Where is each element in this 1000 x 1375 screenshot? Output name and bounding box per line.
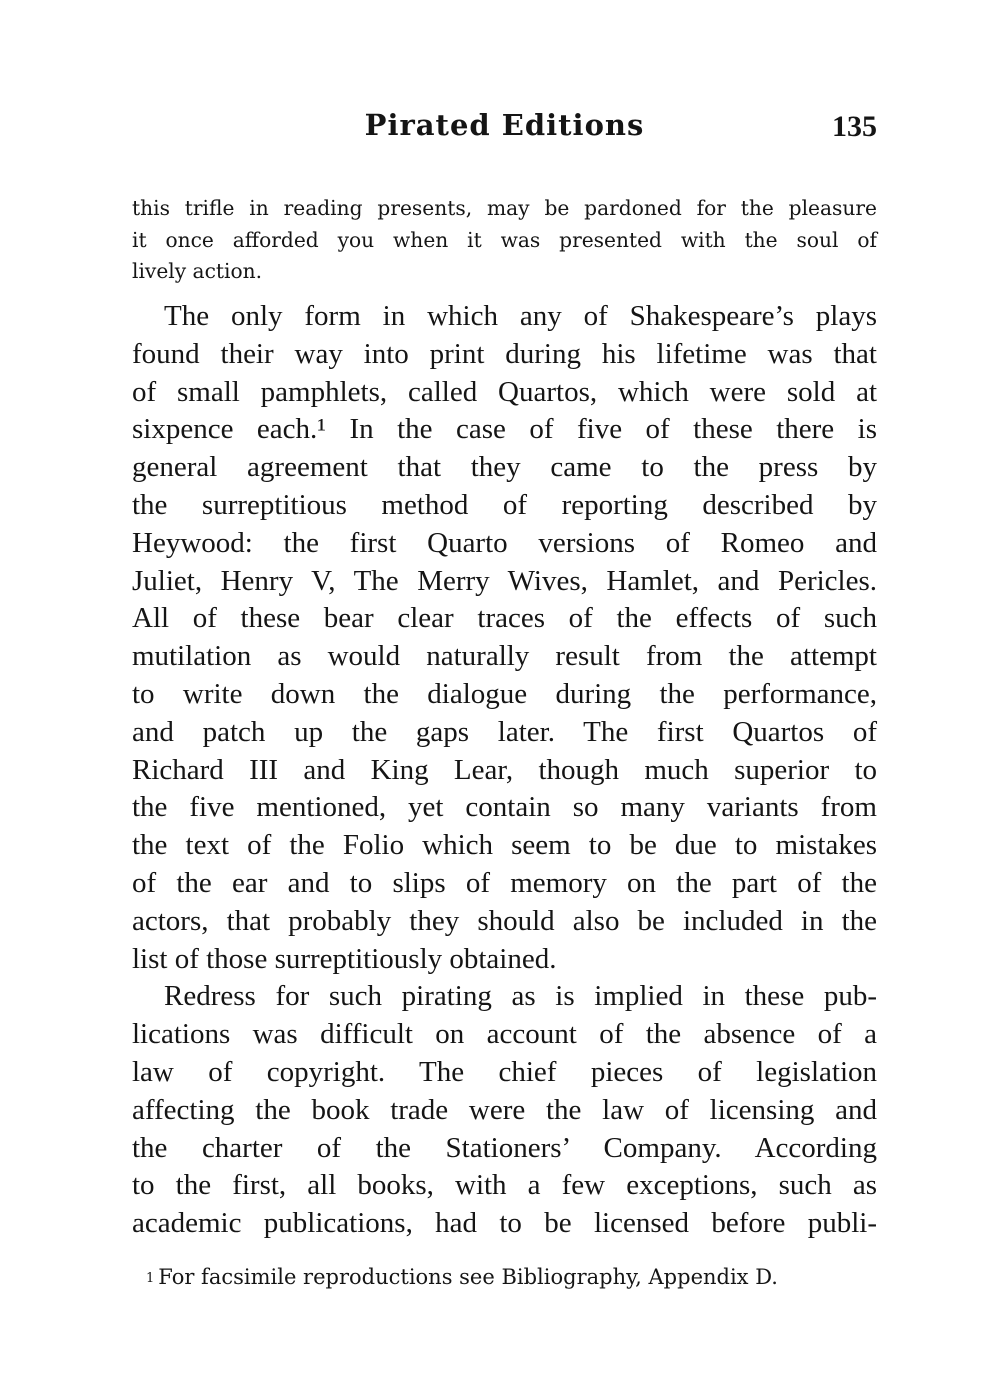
quote-line: this trifle in reading presents, may be pardoned for the pleasure <box>132 196 877 220</box>
paragraph-1-line: Juliet, Henry V, The Merry Wives, Hamlet, and Pericles. <box>132 564 877 597</box>
paragraph-1-line: Richard III and King Lear, though much superior to <box>132 753 877 786</box>
footnote-text: For facsimile reproductions see Bibliography, Appendix D. <box>158 1265 778 1289</box>
paragraph-2-line: Redress for such pirating as is implied in these pub- <box>164 980 877 1013</box>
body-text <box>132 298 877 1243</box>
paragraph-1-line: list of those surreptitiously obtained. <box>132 942 557 975</box>
paragraph-1-line: general agreement that they came to the press by <box>132 451 877 484</box>
paragraph-1-line: All of these bear clear traces of the effects of such <box>132 602 877 635</box>
paragraph-2-line: the charter of the Stationers’ Company. According <box>132 1131 877 1164</box>
paragraph-2-line: to the first, all books, with a few exceptions, such as <box>132 1169 877 1202</box>
paragraph-2-line: affecting the book trade were the law of licensing and <box>132 1093 877 1126</box>
paragraph-1-line: and patch up the gaps later. The first Quartos of <box>132 715 877 748</box>
paragraph-1-line: mutilation as would naturally result from the attempt <box>132 640 877 673</box>
paragraph-1-line: The only form in which any of Shakespeare’s plays <box>164 300 877 332</box>
paragraph-2-line: lications was difficult on account of the absence of a <box>132 1018 877 1051</box>
paragraph-1-line: the surreptitious method of reporting described by <box>132 488 877 521</box>
paragraph-2-line: academic publications, had to be licensed before publi- <box>132 1207 877 1240</box>
paragraph-1-line: Heywood: the first Quarto versions of Romeo and <box>132 526 877 559</box>
page-number: 135 <box>832 110 877 143</box>
paragraph-1-line: to write down the dialogue during the performance, <box>132 677 877 710</box>
page-header <box>132 108 877 158</box>
quote-line: lively action. <box>132 259 263 283</box>
quote-line: it once afforded you when it was presented with the soul of <box>132 227 877 252</box>
running-title: Pirated Editions <box>364 108 645 142</box>
paragraph-1-line: the five mentioned, yet contain so many variants from <box>132 791 877 824</box>
quoted-passage <box>132 193 877 288</box>
footnote <box>146 1262 877 1292</box>
paragraph-2-line: law of copyright. The chief pieces of legislation <box>132 1055 877 1088</box>
paragraph-1-line: of the ear and to slips of memory on the part of the <box>132 866 877 899</box>
paragraph-1-line: of small pamphlets, called Quartos, which were sold at <box>132 375 877 408</box>
paragraph-1-line: found their way into print during his lifetime was that <box>132 337 877 370</box>
paragraph-1-line: sixpence each.¹ In the case of five of these there is <box>132 413 877 446</box>
paragraph-1-line: the text of the Folio which seem to be due to mistakes <box>132 829 877 862</box>
paragraph-1-line: actors, that probably they should also be included in the <box>132 904 877 937</box>
footnote-marker: 1 <box>146 1271 155 1286</box>
